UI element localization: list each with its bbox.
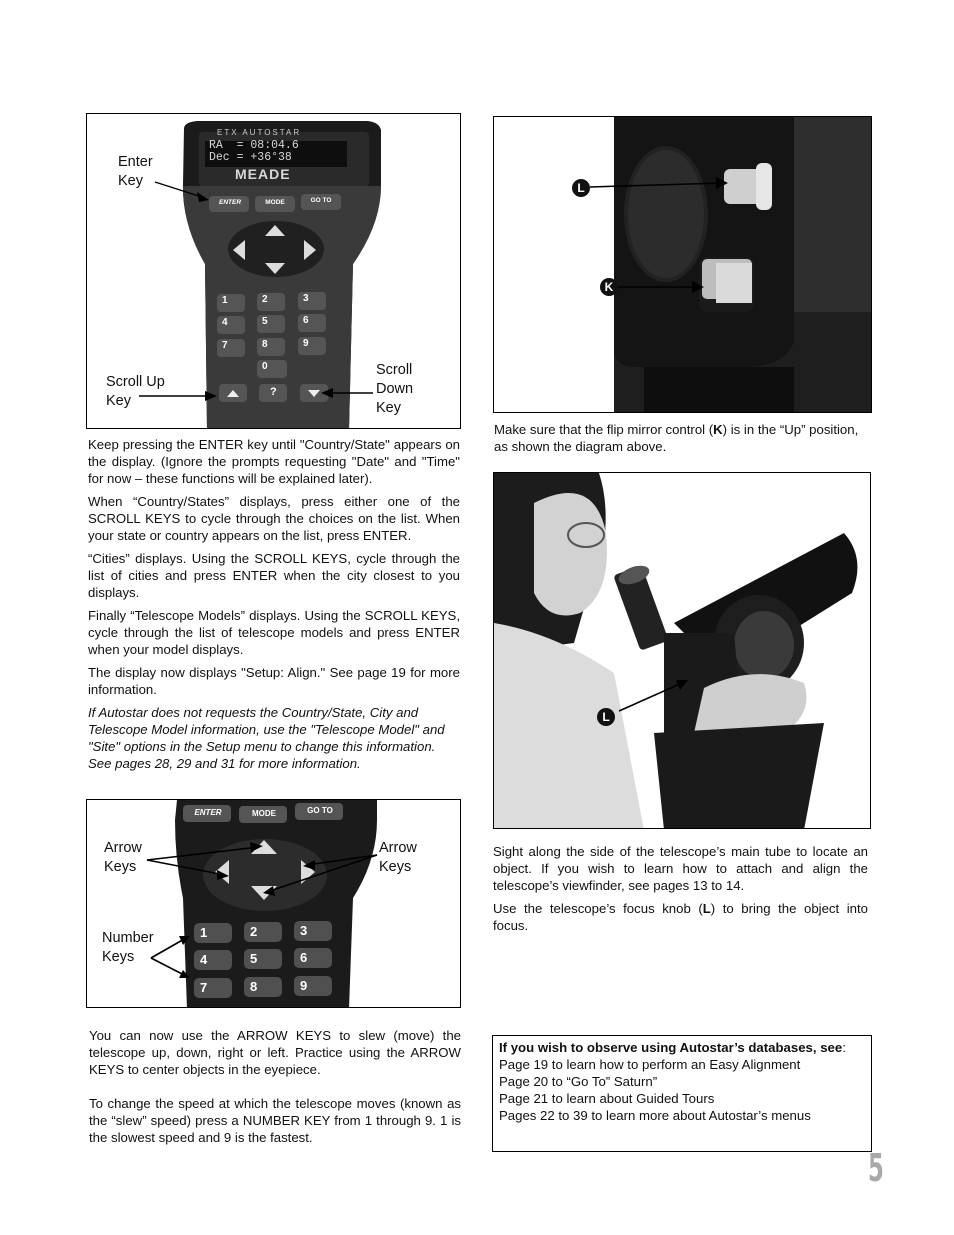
label-arrow-left-line-2: Keys [104,859,137,875]
handset-brand-top: ETX AUTOSTAR [217,128,302,137]
number-key-large-5: 5 [250,951,258,966]
info-line-easy-alignment: Page 19 to learn how to perform an Easy Alignment [499,1057,801,1072]
number-key-large-2: 2 [250,924,258,939]
label-enter-key-line-2: Key [118,173,143,189]
figure-autostar-handset [86,113,461,429]
number-key-large-6: 6 [300,950,308,965]
label-scroll-down-line-1: Scroll [376,362,413,378]
label-arrow-keys-right [379,839,417,877]
paragraph-country-state: Keep pressing the ENTER key until "Country/State" appears on the display. (Ignore the prompts requesting "Date" and "Time" for now – these functions will be explained later). [88,437,460,486]
paragraph-slew-speed: To change the speed at which the telescope moves (known as the “slew” speed) press a NUMBER KEY from 1 through 9. 1 is the slowest speed and 9 is the fastest. [89,1096,461,1145]
number-key-0: 0 [262,361,268,372]
label-number-keys [102,929,154,967]
label-arrow-keys-left [104,839,142,877]
info-line-autostar-menus: Pages 22 to 39 to learn more about Autostar’s menus [499,1108,811,1123]
help-key: ? [270,386,277,398]
paragraph-setup-align: The display now displays "Setup: Align." See page 19 for more information. [88,665,460,697]
label-enter-key-line-1: Enter [118,154,153,170]
label-scroll-down-key [376,361,413,418]
number-key-8: 8 [262,339,268,350]
paragraph-cities: “Cities” displays. Using the SCROLL KEYS, cycle through the list of cities and press ENTER when the city closest to you displays. [88,551,460,600]
info-box-heading-colon: : [842,1040,846,1055]
label-arrow-right-line-2: Keys [379,859,412,875]
telescope-closeup-illustration [494,117,872,413]
label-enter-key [118,153,153,191]
caption-flip-mirror [494,421,874,455]
info-box-heading-bold: If you wish to observe using Autostar’s databases, see [499,1040,843,1055]
label-scroll-up-key [106,373,165,411]
mode-key-large: MODE [252,809,276,818]
figure-arrow-number-keys [86,799,461,1008]
paragraph-sight-along: Sight along the side of the telescope’s main tube to locate an object. If you wish to learn how to attach and align the telescope’s viewfinder, see pages 13 to 14. [493,844,868,893]
goto-key-large: GO TO [307,806,333,815]
label-scroll-down-line-3: Key [376,400,401,416]
number-key-6: 6 [303,315,309,326]
caption-flip-mirror-bold: K [713,422,723,437]
number-key-2: 2 [262,294,268,305]
databases-info-box [492,1035,872,1152]
label-number-line-1: Number [102,930,154,946]
paragraph-telescope-models: Finally “Telescope Models” displays. Using the SCROLL KEYS, cycle through the list of telescope models and press ENTER when your model displays. [88,608,460,657]
caption-flip-mirror-text-1: Make sure that the flip mirror control ( [494,422,714,437]
number-key-large-4: 4 [200,952,208,967]
enter-key: ENTER [218,199,242,206]
focus-text-1: Use the telescope’s focus knob ( [493,901,703,916]
handset-display-line-2: Dec = +36°38 [209,151,292,164]
handset-logo: MEADE [235,166,291,182]
number-key-large-7: 7 [200,980,208,995]
mode-key: MODE [265,199,285,206]
left-bottom-text [89,1027,461,1152]
focus-text-2: ) to bring the object into focus. [493,901,868,933]
number-key-large-1: 1 [200,925,208,940]
figure-sighting-photo [493,472,871,829]
callout-k-flip-mirror: K [600,278,618,296]
number-key-7: 7 [222,340,228,351]
figure-flip-mirror-photo [493,116,872,413]
enter-key-large: ENTER [194,808,222,817]
paragraph-arrow-keys: You can now use the ARROW KEYS to slew (move) the telescope up, down, right or left. Practice using the ARROW KEYS to center objects in the eyepiece. [89,1028,461,1077]
right-column-text [493,843,868,940]
callout-l-flip-knob: L [572,179,590,197]
number-key-large-9: 9 [300,978,308,993]
label-scroll-up-line-1: Scroll Up [106,374,165,390]
left-column-text [88,436,460,778]
info-line-guided-tours: Page 21 to learn about Guided Tours [499,1091,715,1106]
number-key-5: 5 [262,316,268,327]
keypad-illustration [87,800,461,1008]
number-key-1: 1 [222,295,228,306]
paragraph-focus-knob [493,900,868,934]
number-key-large-3: 3 [300,923,308,938]
label-scroll-up-line-2: Key [106,393,131,409]
label-arrow-left-line-1: Arrow [104,840,142,856]
paragraph-country-states-displays: When “Country/States” displays, press either one of the SCROLL KEYS to cycle through the choices on the list. When your state or country appears on the list, press ENTER. [88,494,460,543]
handset-display-line-1: RA = 08:04.6 [209,139,299,152]
info-line-goto-saturn: Page 20 to “Go To” Saturn” [499,1074,658,1089]
info-box-heading [499,1039,865,1056]
goto-key: GO TO [310,197,332,204]
focus-text-bold: L [702,901,711,916]
number-key-9: 9 [303,338,309,349]
label-number-line-2: Keys [102,949,135,965]
number-key-3: 3 [303,293,309,304]
number-key-large-8: 8 [250,979,258,994]
callout-l-focus-knob: L [597,708,615,726]
label-arrow-right-line-1: Arrow [379,840,417,856]
page-number: 5 [868,1146,884,1190]
sighting-illustration [494,473,871,829]
caption-flip-mirror-text-2: ) is in the “Up” position, as shown the diagram above. [494,422,859,454]
label-scroll-down-line-2: Down [376,381,414,397]
number-key-4: 4 [222,317,228,328]
paragraph-autostar-note: If Autostar does not requests the Country/State, City and Telescope Model information, use the "Telescope Model" and "Site" options in the Setup menu to change this information. See pages 28, 29 and 31 for more information. [88,705,445,771]
